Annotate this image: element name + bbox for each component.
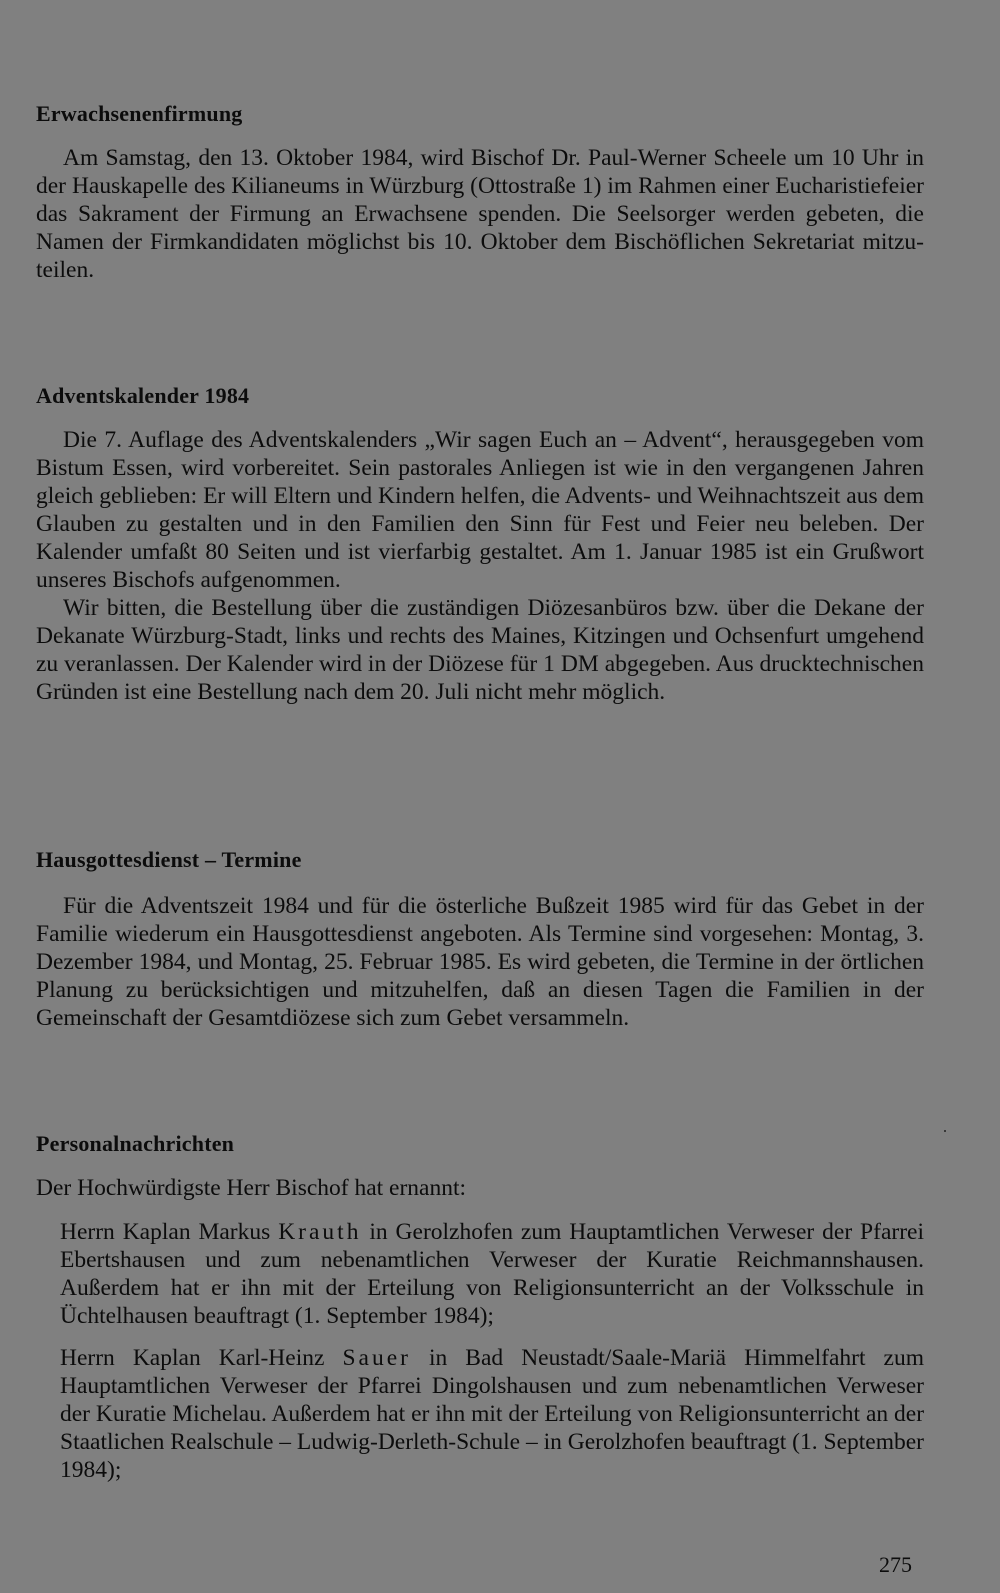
section-heading: Adventskalender 1984 — [36, 383, 250, 408]
section-heading: Hausgottesdienst – Termine — [36, 847, 302, 872]
paragraph: Die 7. Auflage des Adventskalenders „Wir sagen Euch an – Advent“, herausgegeben vom Bistum Essen, wird vorbereitet. Sein pastorales Anliegen ist wie in den vergangenen Jahren gleich geblieben: Er will Eltern und Kindern helfen, die Advents- und Weihnachtszeit aus dem Glauben zu gestalten und in den Familien den Sinn für Fest und Feier neu beleben. Der Kalender umfaßt 80 Seiten und ist vierfarbig gestaltet. Am 1. Januar 1985 ist ein Grußwort unseres Bischofs aufgenommen. — [36, 427, 924, 593]
intro-line: Der Hochwürdigste Herr Bischof hat ernannt: — [36, 1175, 467, 1201]
section-heading: Erwachsenenfirmung — [36, 101, 243, 126]
section-personalnachrichten — [36, 1130, 924, 1484]
scan-speck — [944, 1130, 946, 1132]
entry-text: in Bad Neustadt/Saale-Mariä Himmelfahrt zum Hauptamtlichen Verweser der Pfarrei Dingolshausen und zum nebenamtlichen Verweser der Kuratie Michelau. Außerdem hat er ihn mit der Erteilung von Religionsunterricht an der Staatlichen Realschule – Ludwig-Derleth-Schule – in Gerolzhofen beauftragt (1. September 1984); — [60, 1345, 925, 1483]
entry-text: in Gerolzhofen zum Hauptamtlichen Verweser der Pfarrei Ebertshausen und zum nebenamtlichen Verweser der Kuratie Reichmannshausen. Außerdem hat er ihn mit der Erteilung von Religionsunterricht an der Volksschule in Üchtelhausen beauftragt (1. September 1984); — [60, 1219, 924, 1329]
appointment-entry — [60, 1344, 924, 1484]
appointment-entry — [60, 1218, 924, 1330]
entry-text: Herrn Kaplan Markus — [60, 1219, 279, 1245]
person-name: Sauer — [342, 1345, 411, 1371]
entry-text: Herrn Kaplan Karl-Heinz — [60, 1345, 343, 1371]
section-adventskalender — [36, 382, 924, 706]
paragraph: Am Samstag, den 13. Oktober 1984, wird Bischof Dr. Paul-Werner Scheele um 10 Uhr in der Hauskapelle des Kilianeums in Würzburg (Ottostraße 1) im Rahmen einer Eucharistiefeier das Sakrament der Firmung an Erwachsene spenden. Die Seelsorger werden gebeten, die Namen der Firmkandidaten möglichst bis 10. Oktober dem Bischöflichen Sekretariat mitzuteilen. — [36, 145, 924, 283]
section-hausgottesdienst — [36, 846, 924, 1032]
paragraph: Wir bitten, die Bestellung über die zuständigen Diözesanbüros bzw. über die Dekane der Dekanate Würzburg-Stadt, links und rechts des Maines, Kitzingen und Ochsenfurt umgehend zu veranlassen. Der Kalender wird in der Diözese für 1 DM abgegeben. Aus drucktechnischen Gründen ist eine Bestellung nach dem 20. Juli nicht mehr möglich. — [36, 595, 924, 705]
section-heading: Personalnachrichten — [36, 1131, 235, 1156]
page-number: 275 — [879, 1552, 912, 1577]
person-name: Krauth — [278, 1219, 362, 1245]
paragraph: Für die Adventszeit 1984 und für die österliche Bußzeit 1985 wird für das Gebet in der Familie wiederum ein Hausgottesdienst angeboten. Als Termine sind vorgesehen: Montag, 3. Dezember 1984, und Montag, 25. Februar 1985. Es wird gebeten, die Termine in der örtlichen Planung zu berücksichtigen und mitzuhelfen, daß an diesen Tagen die Familien in der Gemeinschaft der Gesamtdiözese sich zum Gebet versammeln. — [36, 893, 924, 1031]
section-erwachsenenfirmung — [36, 100, 924, 284]
